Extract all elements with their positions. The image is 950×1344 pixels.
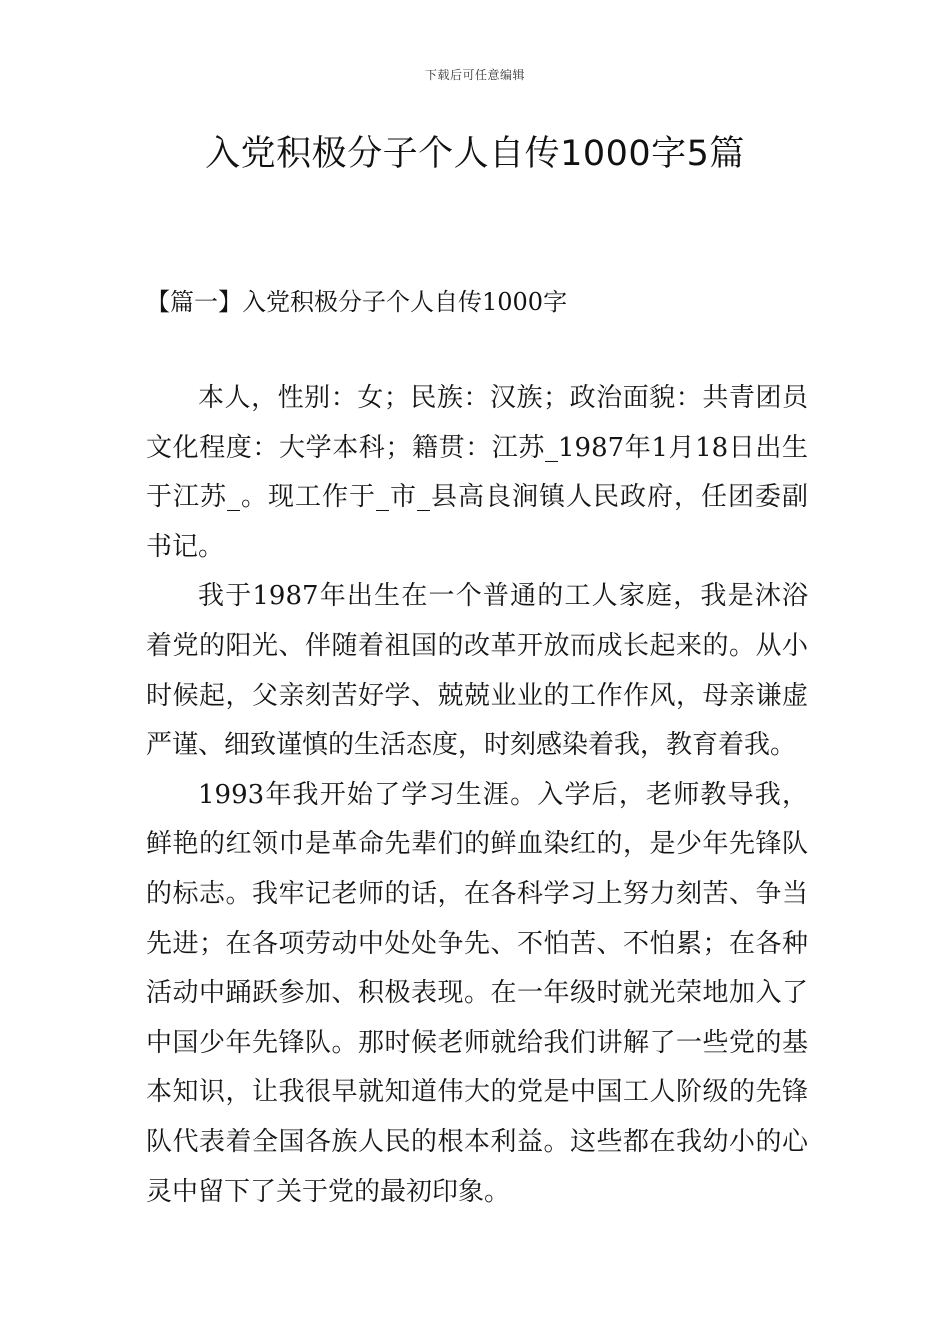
document-title: 入党积极分子个人自传1000字5篇: [205, 134, 745, 174]
paragraph: 1993年我开始了学习生涯。入学后，老师教导我，鲜艳的红领巾是革命先辈们的鲜血染红的，是少年先锋队的标志。我牢记老师的话，在各科学习上努力刻苦、争当先进；在各项劳动中处处争先、不怕苦、不怕累；在各种活动中踊跃参加、积极表现。在一年级时就光荣地加入了中国少年先锋队。那时候老师就给我们讲解了一些党的基本知识，让我很早就知道伟大的党是中国工人阶级的先锋队代表着全国各族人民的根本利益。这些都在我幼小的心灵中留下了关于党的最初印象。: [146, 779, 808, 1207]
paragraph: 本人，性别：女；民族：汉族；政治面貌：共青团员文化程度：大学本科；籍贯：江苏_1987年1月18日出生于江苏_。现工作于_市_县高良涧镇人民政府，任团委副书记。: [146, 383, 808, 562]
section-heading: 【篇一】入党积极分子个人自传1000字: [146, 288, 568, 316]
paragraph: 我于1987年出生在一个普通的工人家庭，我是沐浴着党的阳光、伴随着祖国的改革开放而成长起来的。从小时候起，父亲刻苦好学、兢兢业业的工作作风，母亲谦虚严谨、细致谨慎的生活态度，时刻感染着我，教育着我。: [146, 581, 808, 761]
header-note: 下载后可任意编辑: [424, 68, 525, 82]
body-text: [146, 374, 808, 1217]
